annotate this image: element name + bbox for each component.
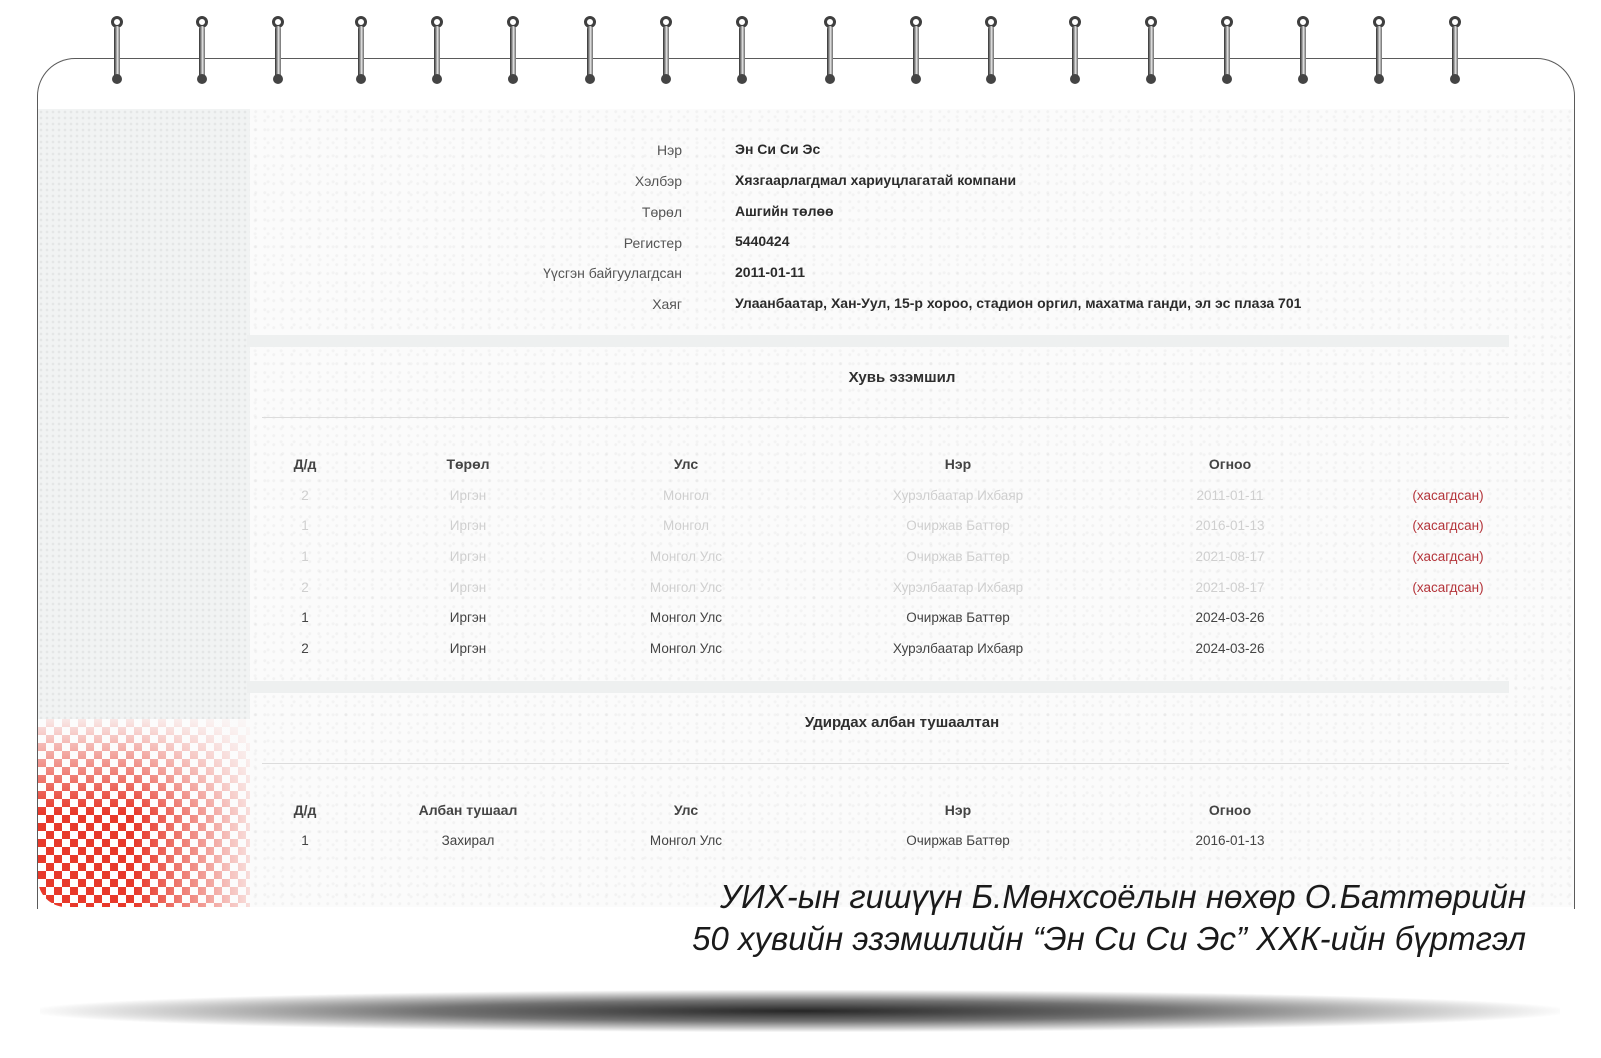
info-label-founded: Үүсгэн байгуулагдсан [543,265,682,281]
cell-date: 2011-01-11 [1196,488,1264,503]
bottom-shadow [40,990,1560,1032]
cell-type: Иргэн [449,641,487,656]
column-header-name: Нэр [944,456,972,472]
spiral-ring [1373,16,1385,82]
spiral-ring [272,16,284,82]
section-divider-band [247,335,1509,347]
cell-no: 2 [301,488,309,503]
info-label-register: Регистер [623,235,682,251]
column-header-date: Огноо [1208,802,1252,818]
cell-date: 2016-01-13 [1195,833,1265,848]
status-removed: (хасагдсан) [1412,580,1484,595]
cell-type: Иргэн [449,549,487,564]
cell-date: 2016-01-13 [1195,518,1265,533]
document-area [38,109,1574,907]
spiral-ring [431,16,443,82]
cell-country: Монгол Улс [649,641,723,656]
cell-type: Иргэн [449,610,487,625]
section-divider-band [247,681,1509,693]
spiral-ring [355,16,367,82]
cell-country: Монгол Улс [649,549,723,564]
cell-no: 2 [301,580,309,595]
cell-position: Захирал [441,833,495,848]
spiral-ring [507,16,519,82]
cell-name: Хурэлбаатар Ихбаяр [892,641,1024,656]
cell-no: 1 [301,518,309,533]
cell-name: Очиржав Баттөр [906,518,1010,533]
spiral-ring [1221,16,1233,82]
red-checker-pattern [38,719,250,907]
cell-name: Очиржав Баттөр [906,549,1010,564]
spiral-ring [985,16,997,82]
info-value-register: 5440424 [735,233,790,249]
cell-no: 2 [301,641,309,656]
info-label-form: Хэлбэр [634,173,682,189]
spiral-ring [736,16,748,82]
spiral-ring [1145,16,1157,82]
column-header-date: Огноо [1208,456,1252,472]
status-removed: (хасагдсан) [1412,488,1484,503]
cell-date: 2024-03-26 [1195,641,1265,656]
ownership-title: Хувь эзэмшил [848,369,956,386]
cell-country: Монгол [662,488,710,503]
cell-name: Очиржав Баттөр [906,610,1010,625]
cell-country: Монгол Улс [649,580,723,595]
cell-country: Монгол [662,518,710,533]
info-value-form: Хязгаарлагдмал хариуцлагатай компани [735,172,1017,188]
spiral-ring [824,16,836,82]
spiral-ring [660,16,672,82]
status-removed: (хасагдсан) [1412,549,1484,564]
cell-no: 1 [301,549,309,564]
spiral-ring [1069,16,1081,82]
info-value-name: Эн Си Си Эс [735,141,821,157]
caption-line-1: УИХ-ын гишүүн Б.Мөнхсоёлын нөхөр О.Баттөрийн [720,878,1526,915]
cell-date: 2021-08-17 [1195,549,1265,564]
info-value-address: Улаанбаатар, Хан-Уул, 15-р хороо, стадион оргил, махатма ганди, эл эс плаза 701 [735,295,1302,311]
cell-country: Монгол Улс [649,610,723,625]
cell-no: 1 [301,833,309,848]
info-value-type: Ашгийн төлөө [735,203,834,219]
cell-type: Иргэн [449,488,487,503]
info-label-name: Нэр [656,142,682,158]
spiral-ring [1297,16,1309,82]
caption-line-2: 50 хувийн эзэмшлийн “Эн Си Си Эс” ХХК-ийн бүртгэл [692,920,1526,957]
column-header-position: Албан тушаал [418,802,518,818]
cell-name: Хурэлбаатар Ихбаяр [892,580,1024,595]
section-rule [262,763,1509,764]
info-label-type: Төрөл [641,204,682,220]
column-header-name: Нэр [944,802,972,818]
column-header-no: Д/д [293,456,317,472]
spiral-ring [1449,16,1461,82]
spiral-ring [910,16,922,82]
cell-date: 2021-08-17 [1195,580,1265,595]
column-header-no: Д/д [293,802,317,818]
cell-date: 2024-03-26 [1195,610,1265,625]
info-value-founded: 2011-01-11 [735,264,806,280]
column-header-type: Төрөл [446,456,490,472]
info-label-address: Хаяг [652,296,682,312]
cell-type: Иргэн [449,518,487,533]
cell-name: Хурэлбаатар Ихбаяр [892,488,1024,503]
column-header-country: Улс [673,802,699,818]
officials-title: Удирдах албан тушаалтан [804,714,1000,731]
section-rule [262,417,1509,418]
cell-no: 1 [301,610,309,625]
column-header-country: Улс [673,456,699,472]
spiral-ring [196,16,208,82]
cell-type: Иргэн [449,580,487,595]
spiral-ring [111,16,123,82]
cell-name: Очиржав Баттөр [906,833,1010,848]
cell-country: Монгол Улс [649,833,723,848]
spiral-ring [584,16,596,82]
status-removed: (хасагдсан) [1412,518,1484,533]
